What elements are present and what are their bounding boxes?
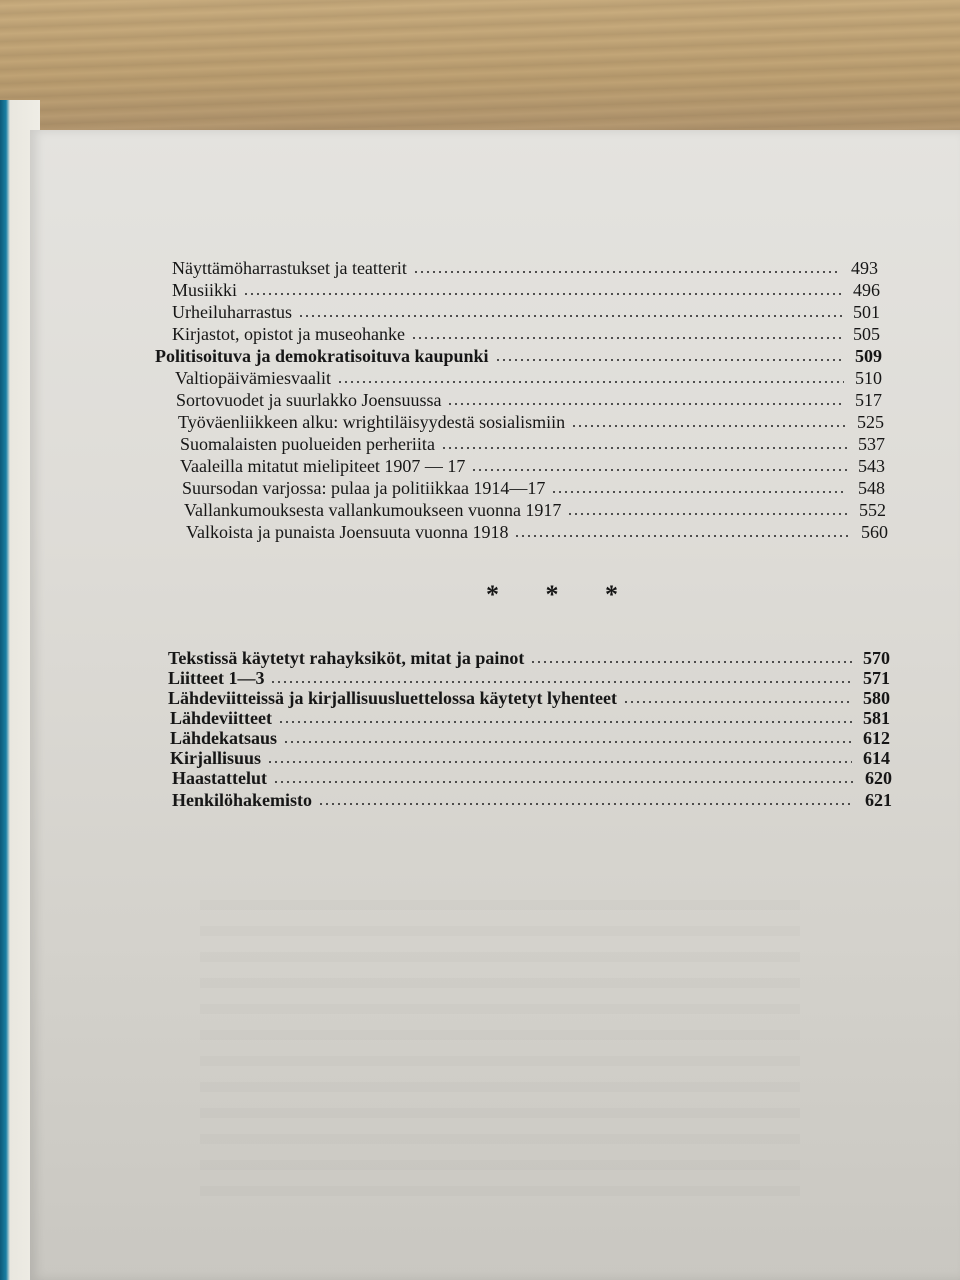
dot-leader	[514, 535, 850, 537]
toc-entry-page-number: 614	[863, 748, 890, 768]
toc-entry	[170, 748, 890, 768]
dot-leader	[495, 359, 844, 361]
toc-entry	[172, 258, 878, 278]
toc-entry-title: Sortovuodet ja suurlakko Joensuussa	[176, 390, 442, 410]
toc-entry	[180, 434, 885, 454]
toc-entry	[170, 728, 890, 748]
toc-entry	[180, 456, 885, 476]
toc-entry-page-number: 570	[863, 648, 890, 668]
dot-leader	[551, 491, 847, 493]
toc-entry	[168, 688, 890, 708]
toc-entry-title: Tekstissä käytetyt rahayksiköt, mitat ja painot	[168, 648, 525, 668]
toc-entry-title: Näyttämöharrastukset ja teatterit	[172, 258, 407, 278]
toc-entry-title: Suursodan varjossa: pulaa ja politiikkaa 1914—17	[182, 478, 546, 498]
toc-entry-page-number: 525	[857, 412, 884, 432]
toc-entry-page-number: 552	[859, 500, 886, 520]
toc-entry	[155, 346, 882, 366]
toc-entry-page-number: 612	[863, 728, 890, 748]
toc-entry-title: Suomalaisten puolueiden perheriita	[180, 434, 435, 454]
dot-leader	[441, 447, 847, 449]
toc-entry-page-number: 548	[858, 478, 885, 498]
dot-leader	[283, 741, 852, 743]
section-separator: * * *	[486, 580, 638, 609]
toc-entry	[175, 368, 882, 388]
toc-entry-page-number: 621	[865, 790, 892, 810]
toc-entry	[184, 500, 886, 520]
toc-entry-title: Urheiluharrastus	[172, 302, 292, 322]
toc-entry-title: Kirjastot, opistot ja museohanke	[172, 324, 405, 344]
dot-leader	[267, 761, 852, 763]
toc-entry-page-number: 501	[853, 302, 880, 322]
toc-entry-page-number: 620	[865, 768, 892, 788]
dot-leader	[447, 403, 844, 405]
toc-entry	[172, 324, 880, 344]
toc-entry-title: Työväenliikkeen alku: wrightiläisyydestä sosialismiin	[178, 412, 566, 432]
toc-entry-page-number: 509	[855, 346, 882, 366]
toc-entry-page-number: 580	[863, 688, 890, 708]
toc-entry	[168, 648, 890, 668]
toc-entry-title: Valtiopäivämiesvaalit	[175, 368, 331, 388]
dot-leader	[530, 661, 852, 663]
toc-entry-page-number: 581	[863, 708, 890, 728]
toc-entry	[170, 708, 890, 728]
dot-leader	[411, 337, 842, 339]
toc-entry-page-number: 571	[863, 668, 890, 688]
toc-entry	[172, 280, 880, 300]
toc-entry	[168, 668, 890, 688]
toc-entry-title: Politisoituva ja demokratisoituva kaupunki	[155, 346, 489, 366]
toc-entry-page-number: 517	[855, 390, 882, 410]
dot-leader	[273, 781, 854, 783]
toc-entry-title: Lähdeviitteissä ja kirjallisuusluettelossa käytetyt lyhenteet	[168, 688, 617, 708]
dot-leader	[298, 315, 842, 317]
toc-entry	[172, 302, 880, 322]
toc-entry-page-number: 505	[853, 324, 880, 344]
toc-entry	[186, 522, 888, 542]
toc-entry-title: Valkoista ja punaista Joensuuta vuonna 1918	[186, 522, 509, 542]
wooden-table-background	[0, 0, 960, 130]
dot-leader	[337, 381, 844, 383]
toc-entry	[178, 412, 884, 432]
toc-entry-page-number: 493	[851, 258, 878, 278]
toc-entry-title: Kirjallisuus	[170, 748, 262, 768]
toc-entry-title: Lähdekatsaus	[170, 728, 278, 748]
toc-entry	[172, 790, 892, 810]
dot-leader	[270, 681, 852, 683]
dot-leader	[623, 701, 852, 703]
toc-entry	[182, 478, 885, 498]
toc-entry-title: Lähdeviitteet	[170, 708, 272, 728]
toc-entry-page-number: 537	[858, 434, 885, 454]
dot-leader	[318, 803, 854, 805]
show-through-text	[200, 900, 800, 1200]
dot-leader	[278, 721, 852, 723]
toc-entry-title: Vaaleilla mitatut mielipiteet 1907 — 17	[180, 456, 466, 476]
toc-entry-page-number: 543	[858, 456, 885, 476]
dot-leader	[243, 293, 842, 295]
toc-entry	[172, 768, 892, 788]
toc-entry-title: Musiikki	[172, 280, 238, 300]
toc-entry-title: Liitteet 1—3	[168, 668, 265, 688]
toc-entry-title: Henkilöhakemisto	[172, 790, 313, 810]
toc-entry-title: Haastattelut	[172, 768, 267, 788]
toc-entry-page-number: 496	[853, 280, 880, 300]
toc-entry-title: Vallankumouksesta vallankumoukseen vuonna 1917	[184, 500, 562, 520]
dot-leader	[567, 513, 848, 515]
dot-leader	[471, 469, 847, 471]
toc-entry	[176, 390, 882, 410]
dot-leader	[571, 425, 846, 427]
dot-leader	[413, 271, 840, 273]
toc-entry-page-number: 560	[861, 522, 888, 542]
toc-entry-page-number: 510	[855, 368, 882, 388]
